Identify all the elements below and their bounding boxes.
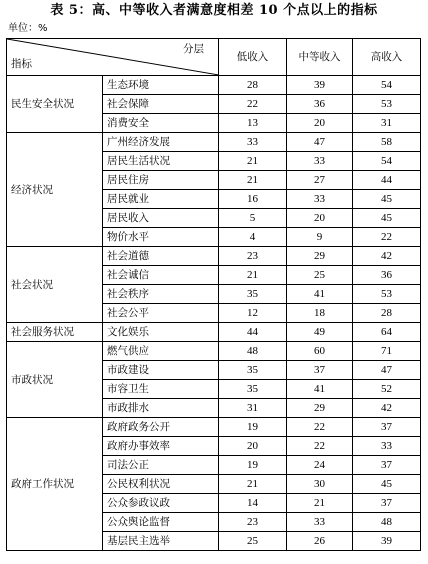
- high-income-value: 42: [353, 247, 421, 266]
- high-income-value: 53: [353, 95, 421, 114]
- col-header-low: 低收入: [219, 39, 287, 76]
- table-row: [7, 418, 421, 437]
- table-row: [7, 133, 421, 152]
- high-income-value: 28: [353, 304, 421, 323]
- high-income-value: 53: [353, 285, 421, 304]
- category-cell: 经济状况: [7, 133, 103, 247]
- middle-income-value: 30: [287, 475, 353, 494]
- middle-income-value: 9: [287, 228, 353, 247]
- satisfaction-table: [6, 38, 421, 551]
- diagonal-header-cell: [7, 39, 219, 76]
- indicator-cell: 物价水平: [103, 228, 219, 247]
- low-income-value: 23: [219, 513, 287, 532]
- indicator-cell: 基层民主选举: [103, 532, 219, 551]
- low-income-value: 19: [219, 418, 287, 437]
- high-income-value: 58: [353, 133, 421, 152]
- indicator-cell: 政府办事效率: [103, 437, 219, 456]
- unit-label: 单位：%: [8, 23, 48, 34]
- header-row: [7, 39, 421, 76]
- low-income-value: 21: [219, 152, 287, 171]
- indicator-cell: 生态环境: [103, 76, 219, 95]
- middle-income-value: 22: [287, 437, 353, 456]
- low-income-value: 20: [219, 437, 287, 456]
- middle-income-value: 24: [287, 456, 353, 475]
- high-income-value: 48: [353, 513, 421, 532]
- middle-income-value: 22: [287, 418, 353, 437]
- high-income-value: 64: [353, 323, 421, 342]
- indicator-cell: 司法公正: [103, 456, 219, 475]
- table-row: [7, 342, 421, 361]
- high-income-value: 44: [353, 171, 421, 190]
- corner-top-label: 分层: [183, 43, 204, 55]
- high-income-value: 36: [353, 266, 421, 285]
- low-income-value: 21: [219, 475, 287, 494]
- low-income-value: 35: [219, 380, 287, 399]
- low-income-value: 22: [219, 95, 287, 114]
- indicator-cell: 社会保障: [103, 95, 219, 114]
- middle-income-value: 20: [287, 114, 353, 133]
- indicator-cell: 市容卫生: [103, 380, 219, 399]
- high-income-value: 22: [353, 228, 421, 247]
- indicator-cell: 居民收入: [103, 209, 219, 228]
- middle-income-value: 33: [287, 152, 353, 171]
- low-income-value: 44: [219, 323, 287, 342]
- indicator-cell: 公众舆论监督: [103, 513, 219, 532]
- middle-income-value: 49: [287, 323, 353, 342]
- high-income-value: 45: [353, 190, 421, 209]
- middle-income-value: 20: [287, 209, 353, 228]
- middle-income-value: 18: [287, 304, 353, 323]
- category-cell: 市政状况: [7, 342, 103, 418]
- middle-income-value: 27: [287, 171, 353, 190]
- category-cell: 社会状况: [7, 247, 103, 323]
- low-income-value: 4: [219, 228, 287, 247]
- high-income-value: 33: [353, 437, 421, 456]
- table-row: [7, 247, 421, 266]
- indicator-cell: 社会公平: [103, 304, 219, 323]
- low-income-value: 21: [219, 266, 287, 285]
- middle-income-value: 21: [287, 494, 353, 513]
- indicator-cell: 广州经济发展: [103, 133, 219, 152]
- category-cell: 政府工作状况: [7, 418, 103, 551]
- high-income-value: 39: [353, 532, 421, 551]
- col-header-high: 高收入: [353, 39, 421, 76]
- high-income-value: 54: [353, 76, 421, 95]
- indicator-cell: 居民生活状况: [103, 152, 219, 171]
- high-income-value: 37: [353, 456, 421, 475]
- middle-income-value: 47: [287, 133, 353, 152]
- middle-income-value: 39: [287, 76, 353, 95]
- low-income-value: 5: [219, 209, 287, 228]
- indicator-cell: 社会诚信: [103, 266, 219, 285]
- low-income-value: 35: [219, 285, 287, 304]
- indicator-cell: 文化娱乐: [103, 323, 219, 342]
- middle-income-value: 29: [287, 399, 353, 418]
- table-title: 表 5：高、中等收入者满意度相差 10 个点以上的指标: [50, 3, 378, 18]
- indicator-cell: 公众参政议政: [103, 494, 219, 513]
- high-income-value: 45: [353, 475, 421, 494]
- table-row: [7, 323, 421, 342]
- indicator-cell: 燃气供应: [103, 342, 219, 361]
- middle-income-value: 41: [287, 380, 353, 399]
- indicator-cell: 社会道德: [103, 247, 219, 266]
- high-income-value: 42: [353, 399, 421, 418]
- high-income-value: 47: [353, 361, 421, 380]
- table-row: [7, 76, 421, 95]
- low-income-value: 33: [219, 133, 287, 152]
- low-income-value: 12: [219, 304, 287, 323]
- middle-income-value: 60: [287, 342, 353, 361]
- table-body: [7, 76, 421, 551]
- indicator-cell: 居民就业: [103, 190, 219, 209]
- indicator-cell: 政府政务公开: [103, 418, 219, 437]
- col-header-middle: 中等收入: [287, 39, 353, 76]
- low-income-value: 16: [219, 190, 287, 209]
- middle-income-value: 29: [287, 247, 353, 266]
- middle-income-value: 33: [287, 513, 353, 532]
- low-income-value: 21: [219, 171, 287, 190]
- indicator-cell: 市政排水: [103, 399, 219, 418]
- high-income-value: 52: [353, 380, 421, 399]
- middle-income-value: 41: [287, 285, 353, 304]
- low-income-value: 48: [219, 342, 287, 361]
- high-income-value: 37: [353, 494, 421, 513]
- low-income-value: 25: [219, 532, 287, 551]
- indicator-cell: 市政建设: [103, 361, 219, 380]
- category-cell: 民生安全状况: [7, 76, 103, 133]
- low-income-value: 13: [219, 114, 287, 133]
- high-income-value: 37: [353, 418, 421, 437]
- middle-income-value: 36: [287, 95, 353, 114]
- indicator-cell: 消费安全: [103, 114, 219, 133]
- indicator-cell: 社会秩序: [103, 285, 219, 304]
- category-cell: 社会服务状况: [7, 323, 103, 342]
- indicator-cell: 公民权利状况: [103, 475, 219, 494]
- indicator-cell: 居民住房: [103, 171, 219, 190]
- middle-income-value: 37: [287, 361, 353, 380]
- high-income-value: 45: [353, 209, 421, 228]
- middle-income-value: 26: [287, 532, 353, 551]
- corner-bottom-label: 指标: [11, 58, 32, 70]
- low-income-value: 31: [219, 399, 287, 418]
- low-income-value: 14: [219, 494, 287, 513]
- middle-income-value: 33: [287, 190, 353, 209]
- low-income-value: 23: [219, 247, 287, 266]
- low-income-value: 28: [219, 76, 287, 95]
- high-income-value: 71: [353, 342, 421, 361]
- low-income-value: 35: [219, 361, 287, 380]
- low-income-value: 19: [219, 456, 287, 475]
- high-income-value: 54: [353, 152, 421, 171]
- middle-income-value: 25: [287, 266, 353, 285]
- high-income-value: 31: [353, 114, 421, 133]
